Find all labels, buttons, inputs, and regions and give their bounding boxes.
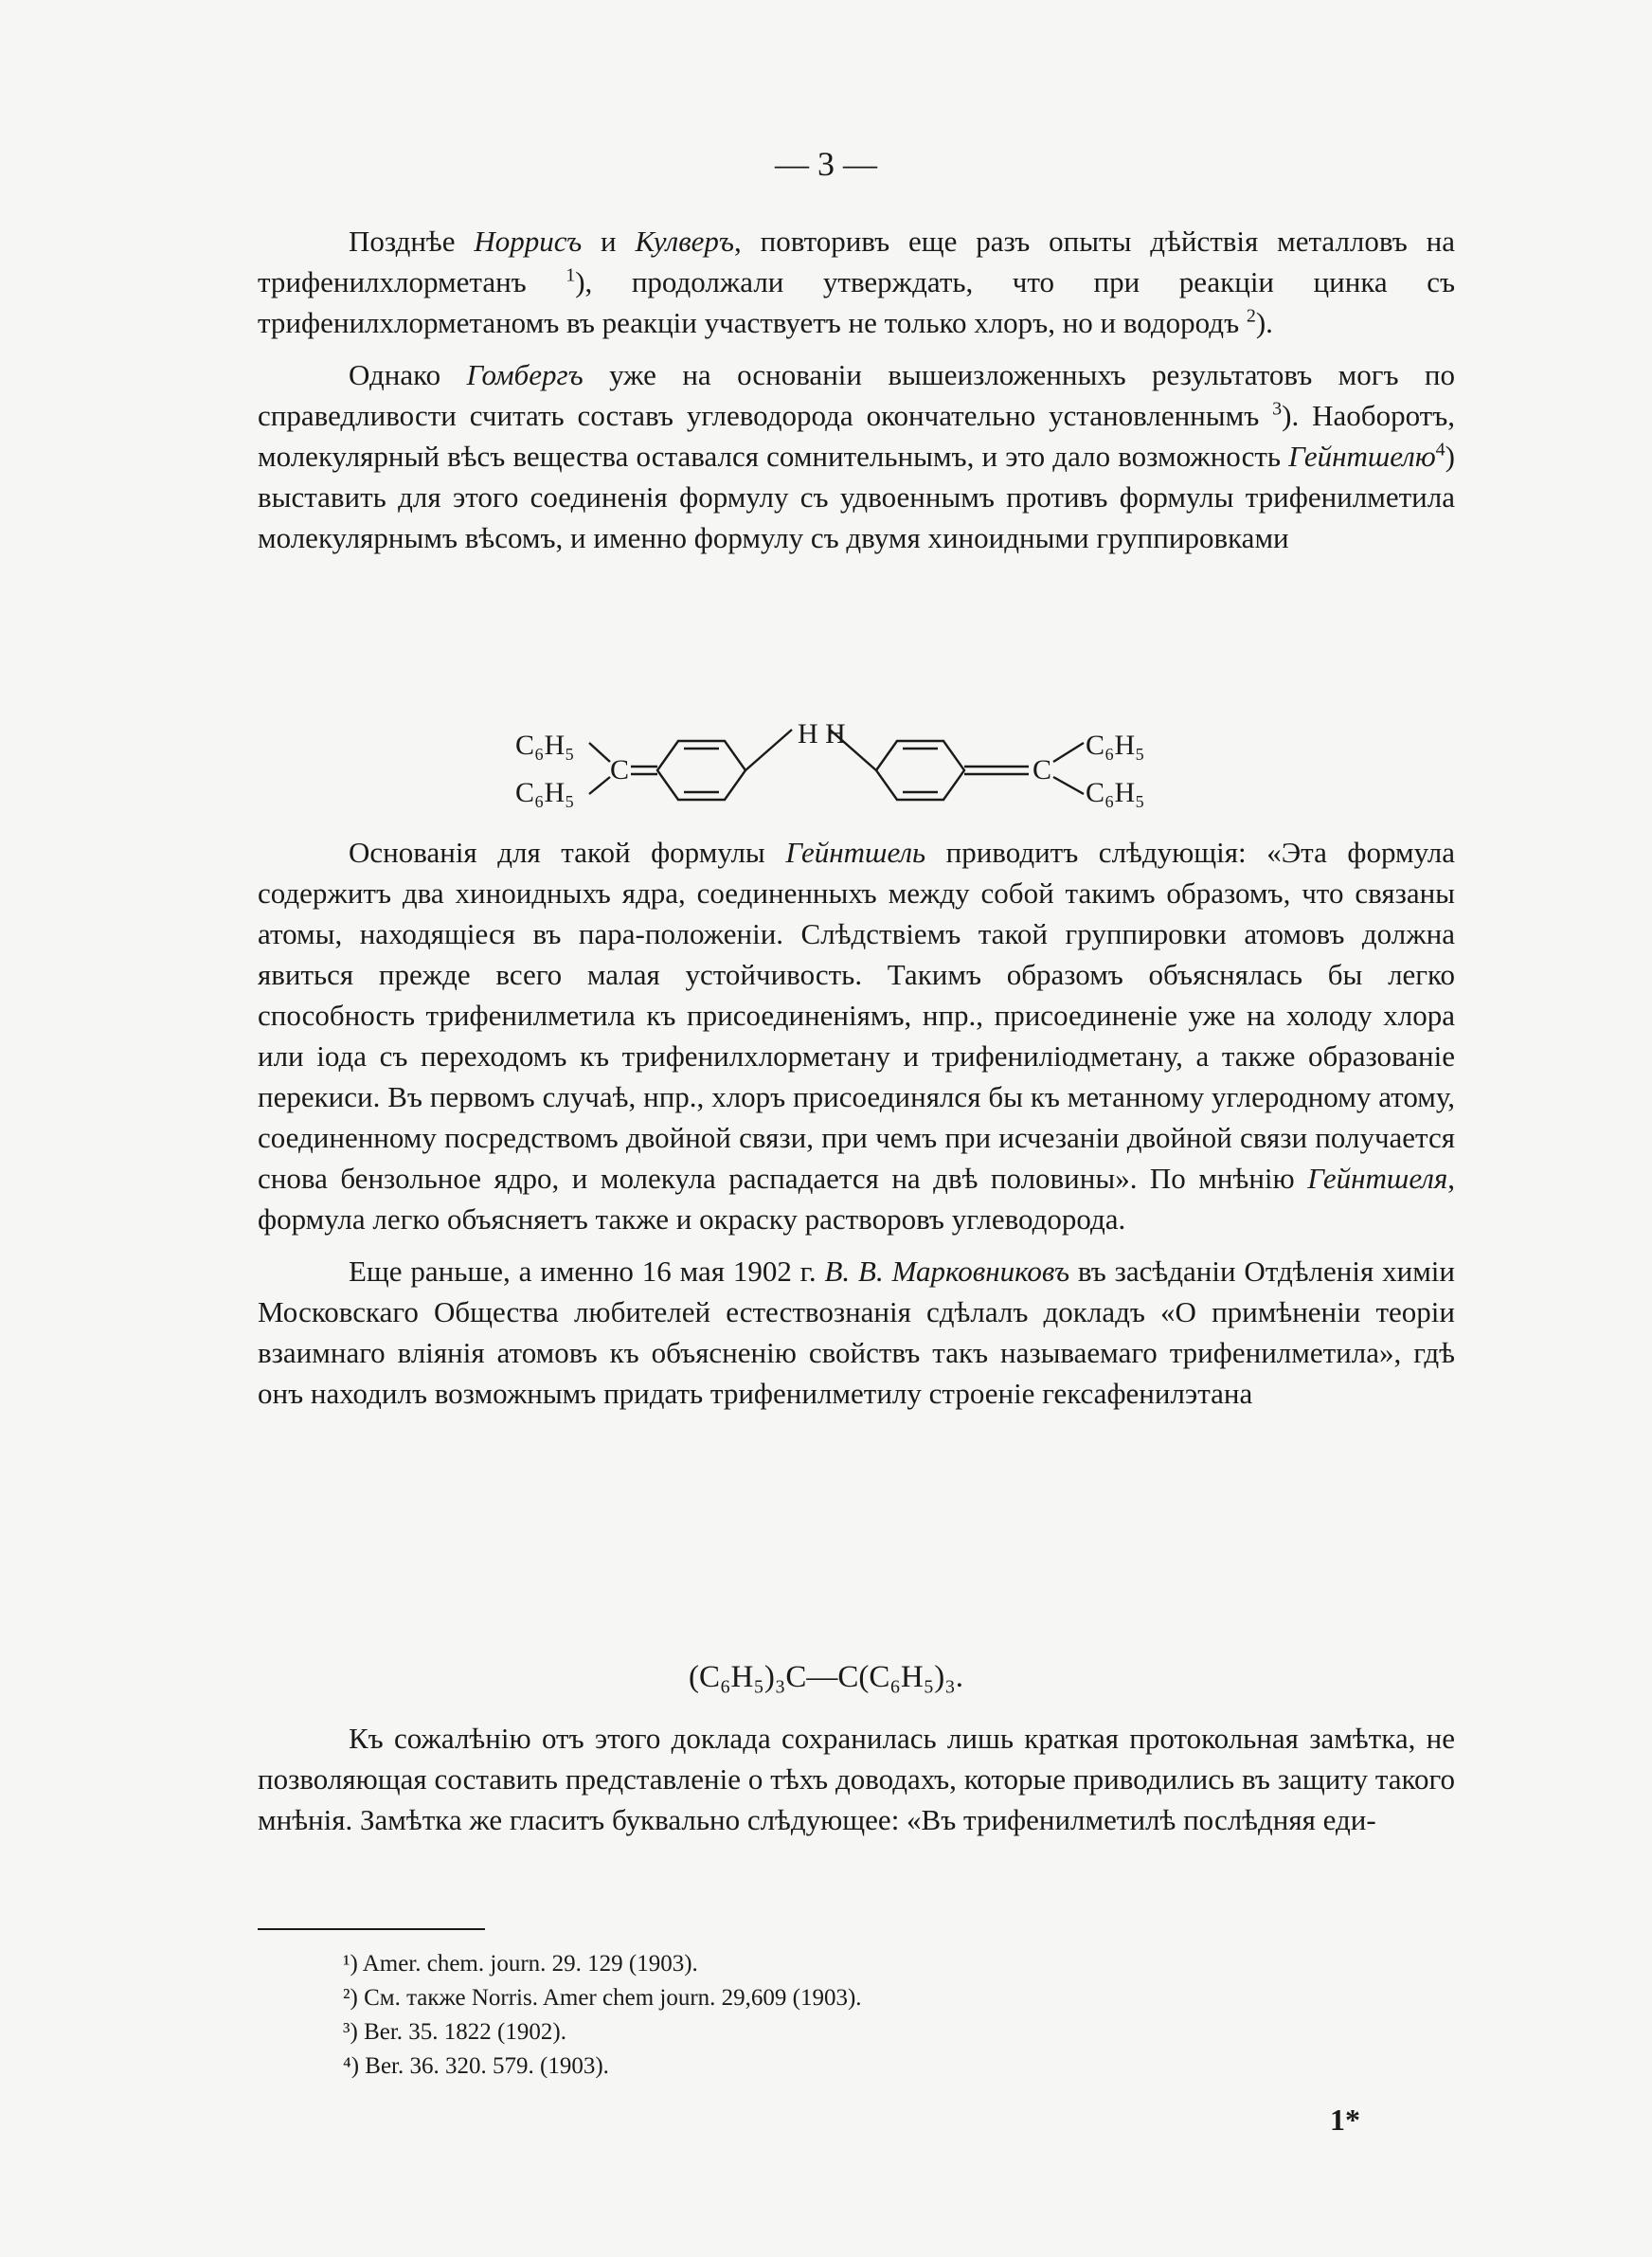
page-number: — 3 — [775,145,877,183]
paragraph-protocol-note: Къ сожалѣнію отъ этого доклада сохранилась лишь краткая протокольная замѣтка, не позволяющая составить представленіе о тѣхъ доводахъ, которые приводились въ защиту такого мнѣнія. Замѣтка же гласитъ буквально слѣдующее: «Въ трифенилметилѣ послѣдняя еди- [258,1722,1455,1836]
hydrogen-label: H H [798,718,846,749]
phenyl-label: C₆H₅ [1086,777,1145,808]
footnote-separator [258,1928,485,1930]
text-run: уже на основаніи вышеизложенныхъ результатовъ могъ по справедливости считать составъ углеводорода окончательно установленнымъ [258,358,1456,432]
author-name: В. В. Марковниковъ [824,1255,1070,1288]
footnote: ²) См. также Norris. Amer chem journ. 29,609 (1903). [343,1985,862,2011]
quinoid-structure-diagram [512,709,1175,822]
phenyl-label: C₆H₅ [515,777,575,808]
footnote-ref: 3 [1272,398,1283,420]
carbon-label: C [610,754,630,785]
author-name: Гейнтшеля [1307,1162,1448,1195]
footnote: ⁴) Ber. 36. 320. 579. (1903). [343,2053,609,2079]
hexaphenylethane-formula: (C₆H₅)₃C—C(C₆H₅)₃. [689,1660,963,1694]
paragraph-norris-culver [258,221,1455,343]
phenyl-label: C₆H₅ [1086,730,1145,761]
text-block-middle [258,832,1455,1414]
text-run: въ засѣданіи Отдѣленія химіи Московскаго Общества любителей естествознанія сдѣлалъ докладъ «О примѣненіи теоріи взаимнаго вліянія атомовъ къ объясненію свойствъ такъ называемаго трифенилметила», гдѣ онъ находилъ возможнымъ придать трифенилметилу строеніе гексафенилэтана [258,1255,1456,1410]
text-block-lower [258,1718,1455,1840]
text-run: приводитъ слѣдующія: «Эта формула содержитъ два хиноидныхъ ядра, соединенныхъ между собой такимъ образомъ, что связаны атомы, находящіеся въ пара-положеніи. Слѣдствіемъ такой группировки атомовъ должна явиться прежде всего малая устойчивость. Такимъ образомъ объяснялась бы легко способность трифенилметила къ присоединеніямъ, нпр., присоединеніе уже на холоду хлора или іода съ переходомъ къ трифенилхлорметану и трифенилiодметану, а также образованіе перекиси. Въ первомъ случаѣ, нпр., хлоръ присоединялся бы къ метанному углеродному атому, соединенному посредствомъ двойной связи, при чемъ при исчезаніи двойной связи получается снова бензольное ядро, и молекула распадается на двѣ половины». По мнѣнію [258,836,1455,1195]
text-run: ). [1255,306,1273,339]
phenyl-label: C₆H₅ [515,730,575,761]
text-run: ). Наоборотъ, молекулярный вѣсъ вещества оставался сомнительнымъ, и это дало возможность [258,399,1455,473]
text-run: , формула легко объясняетъ также и окраску растворовъ углеводорода. [258,1162,1455,1236]
text-run: ), продолжали утверждать, что при реакціи цинка съ трифенилхлорметаномъ въ реакціи участвуетъ не только хлоръ, но и водородъ [258,265,1455,339]
paragraph-markovnikov [258,1251,1455,1414]
author-name: Гомбергъ [466,358,584,391]
footnote-ref: 4 [1435,439,1446,460]
text-run: ) выставить для этого соединенія формулу съ удвоеннымъ противъ формулы трифенилметила молекулярнымъ вѣсомъ, и именно формулу съ двумя хиноидными группировками [258,440,1455,554]
author-name: Гейнтшель [785,836,926,869]
author-name: Кулверъ [635,225,735,258]
footnote-ref: 1 [566,264,576,286]
text-run: , повторивъ еще разъ опыты дѣйствія металловъ на трифенилхлорметанъ [258,225,1455,298]
text-run: Однако [349,358,467,391]
footnote-ref: 2 [1246,305,1256,327]
text-block-upper [258,221,1455,558]
author-name: Норрисъ [474,225,583,258]
footnote: ³) Ber. 35. 1822 (1902). [343,2019,566,2045]
text-run: Еще раньше, а именно 16 мая 1902 г. [349,1255,825,1288]
text-run: Основанія для такой формулы [349,836,786,869]
footnotes [343,1947,862,2084]
footnote: ¹) Amer. chem. journ. 29. 129 (1903). [343,1951,698,1977]
author-name: Гейнтшелю [1288,440,1436,473]
signature-mark: 1* [1330,2103,1360,2137]
carbon-label: C [1032,754,1052,785]
paragraph-gomberg [258,354,1455,558]
text-run: Позднѣе [349,225,475,258]
text-run: и [582,225,636,258]
paragraph-heintschel-argument [258,832,1455,1239]
